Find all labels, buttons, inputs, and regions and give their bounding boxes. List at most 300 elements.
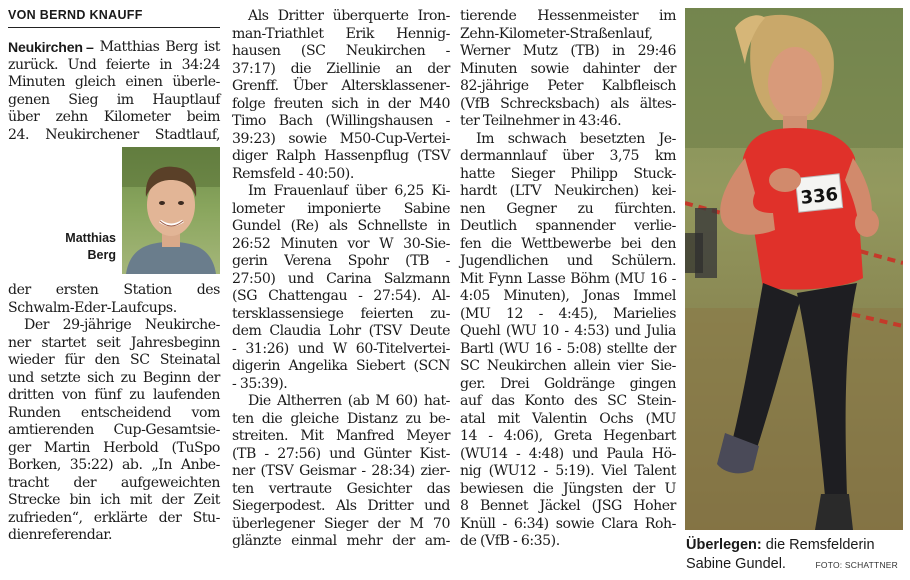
word: fen bbox=[460, 235, 482, 252]
word: Clara bbox=[601, 515, 638, 532]
word: Ralph bbox=[275, 148, 316, 164]
word: Siebert bbox=[355, 358, 406, 374]
word: U bbox=[664, 480, 676, 497]
word: Gesichter bbox=[346, 480, 412, 497]
word: bei bbox=[620, 235, 642, 252]
word: - bbox=[543, 463, 548, 479]
word: Paula bbox=[606, 445, 644, 462]
word: (MU bbox=[614, 270, 645, 287]
word: mehr bbox=[346, 533, 383, 549]
word: Runden bbox=[8, 404, 61, 421]
word: digerin bbox=[232, 358, 281, 374]
word: Gegner bbox=[506, 200, 557, 217]
word: SC bbox=[460, 358, 480, 374]
word: Günter bbox=[363, 445, 411, 462]
word: W bbox=[379, 235, 394, 252]
word: de bbox=[460, 533, 477, 549]
text-line bbox=[232, 481, 450, 499]
word: Mit bbox=[300, 428, 324, 444]
text-line bbox=[232, 411, 450, 429]
text-line bbox=[232, 446, 450, 464]
word: im bbox=[116, 91, 134, 108]
text-line bbox=[232, 533, 450, 551]
word: Beginn bbox=[142, 369, 191, 386]
word: M bbox=[375, 393, 390, 409]
word: überle- bbox=[172, 74, 220, 90]
word: mit bbox=[497, 410, 520, 427]
byline: VON BERND KNAUFF bbox=[8, 8, 143, 22]
text-line bbox=[232, 376, 450, 394]
word: aufgeweichten bbox=[120, 474, 220, 491]
word: Claudia bbox=[269, 323, 321, 339]
word: ner bbox=[8, 334, 31, 351]
word: Konto bbox=[524, 393, 565, 409]
text-line bbox=[232, 358, 450, 376]
text-line bbox=[460, 306, 676, 324]
word: SC bbox=[129, 352, 150, 368]
word: mit bbox=[129, 492, 152, 508]
word: Sabine bbox=[403, 200, 450, 217]
text-line bbox=[232, 166, 450, 184]
word: Roh- bbox=[644, 515, 676, 532]
word: Hoher bbox=[633, 498, 676, 514]
word: - bbox=[538, 305, 543, 322]
word: die bbox=[290, 60, 312, 77]
word: Minuten bbox=[280, 235, 338, 252]
text-line bbox=[8, 527, 220, 545]
word: der bbox=[653, 60, 676, 77]
word: - bbox=[232, 340, 237, 357]
word: das bbox=[491, 393, 515, 409]
text-line bbox=[8, 387, 220, 405]
text-line bbox=[460, 166, 676, 184]
word: genen bbox=[8, 91, 50, 108]
word: streiten. bbox=[232, 428, 288, 444]
text-line bbox=[8, 300, 220, 318]
word: stellte bbox=[606, 340, 648, 357]
text-line bbox=[232, 201, 450, 219]
text-line bbox=[232, 323, 450, 341]
word: (WU12 bbox=[488, 463, 537, 479]
word: und bbox=[297, 340, 324, 357]
text-line bbox=[460, 131, 676, 149]
word: Sieger bbox=[324, 515, 368, 532]
byline-divider bbox=[8, 27, 220, 28]
word: vor bbox=[347, 235, 370, 252]
word: Station bbox=[123, 282, 172, 298]
word: (WU bbox=[505, 323, 537, 339]
text-line bbox=[232, 463, 450, 481]
word: Ki- bbox=[431, 183, 450, 199]
word: ist bbox=[203, 39, 220, 55]
word: (Re) bbox=[290, 218, 319, 234]
word: der bbox=[377, 515, 401, 532]
word: Neukirche- bbox=[144, 317, 220, 333]
word: Schülern. bbox=[611, 253, 676, 269]
word: 29:46 bbox=[637, 43, 676, 59]
word: gleich bbox=[74, 74, 116, 90]
text-line bbox=[460, 96, 676, 114]
word: (LTV bbox=[509, 183, 542, 199]
word: Remsfeld bbox=[232, 165, 296, 182]
word: 4:48) bbox=[528, 445, 564, 462]
text-line bbox=[232, 113, 450, 131]
column-1 bbox=[8, 0, 220, 545]
portrait-caption-last-name: Berg bbox=[87, 248, 116, 262]
word: Frauenlauf bbox=[273, 183, 348, 199]
word: Wettbewerbe bbox=[521, 235, 612, 252]
word: (ab bbox=[347, 393, 370, 409]
word: in bbox=[559, 113, 576, 129]
caption-text: die Remsfelderin bbox=[761, 537, 875, 553]
word: (JSG bbox=[591, 498, 622, 514]
word: Hö- bbox=[651, 445, 676, 462]
word: 24. bbox=[8, 126, 30, 143]
word: Mit bbox=[460, 270, 484, 287]
word: Ziellinie bbox=[326, 60, 381, 77]
word: Hessenmeister bbox=[537, 8, 639, 24]
word: be- bbox=[429, 410, 450, 427]
word: Bartl bbox=[460, 340, 494, 357]
word: 16 bbox=[649, 270, 667, 287]
word: Talent bbox=[634, 463, 676, 479]
word: (Willingshausen bbox=[325, 113, 433, 129]
word: Minuten bbox=[8, 74, 66, 90]
word: hausen bbox=[232, 43, 281, 59]
word: Der bbox=[24, 317, 50, 333]
word: - bbox=[295, 165, 303, 182]
text-line bbox=[232, 516, 450, 534]
word: schwach bbox=[507, 130, 567, 147]
text-line bbox=[232, 271, 450, 289]
word: Im bbox=[248, 183, 267, 199]
word: sowie bbox=[555, 515, 595, 532]
word: Schwalm-Eder-Laufcups. bbox=[8, 299, 177, 316]
word: bewiesen bbox=[460, 480, 524, 497]
word: Die bbox=[248, 393, 271, 409]
word: SC bbox=[607, 393, 627, 409]
word: Neukirchen) bbox=[554, 183, 639, 199]
word: Siegerpodest. bbox=[232, 498, 325, 514]
text-line bbox=[460, 498, 676, 516]
word: (TB bbox=[232, 445, 256, 462]
word: Distanz bbox=[347, 410, 398, 427]
word: 12 bbox=[506, 305, 524, 322]
text-line bbox=[460, 463, 676, 481]
word: 4:45), bbox=[558, 305, 598, 322]
word: Je- bbox=[658, 130, 676, 147]
word: 82-jährige bbox=[460, 78, 529, 94]
word: Dritter bbox=[367, 498, 414, 514]
word: fürchten. bbox=[614, 200, 676, 217]
word: lometer bbox=[232, 200, 285, 217]
word: 29-jährige bbox=[62, 317, 132, 333]
word: gingen bbox=[629, 375, 676, 392]
word: (SC bbox=[300, 43, 326, 59]
word: (TSV bbox=[368, 323, 402, 339]
word: 70 bbox=[432, 515, 450, 532]
runner-photo bbox=[685, 8, 903, 530]
word: Cup-Gesamtsie- bbox=[113, 422, 220, 438]
text-line bbox=[232, 341, 450, 359]
word: und bbox=[572, 445, 598, 462]
word: startet bbox=[41, 334, 86, 351]
word: beim bbox=[186, 109, 220, 125]
word: Stein- bbox=[636, 393, 676, 409]
word: Timo bbox=[232, 113, 266, 129]
word: ger bbox=[8, 439, 31, 456]
word: kei- bbox=[651, 183, 676, 199]
word: tersklassensiege bbox=[232, 305, 344, 322]
word: Martin bbox=[43, 439, 90, 456]
word: 6,25 bbox=[394, 183, 424, 199]
text-line bbox=[460, 533, 676, 551]
word: entscheidend bbox=[80, 404, 172, 421]
word: ersten bbox=[55, 282, 99, 298]
text-line bbox=[8, 440, 220, 458]
text-line bbox=[232, 78, 450, 96]
word: Minuten bbox=[460, 60, 518, 77]
word: Herbold bbox=[103, 439, 159, 456]
word: hatte bbox=[460, 165, 495, 182]
word: Kist- bbox=[419, 445, 450, 462]
word: Schrecksbach) bbox=[500, 95, 600, 112]
word: Quehl bbox=[460, 323, 501, 339]
text-line bbox=[460, 43, 676, 61]
word: Sieg bbox=[68, 91, 99, 108]
text-line bbox=[232, 26, 450, 44]
word: Dritter bbox=[277, 8, 324, 24]
word: Knüll bbox=[460, 515, 496, 532]
text-line bbox=[8, 370, 220, 388]
word: hardt bbox=[460, 183, 497, 199]
text-line bbox=[232, 148, 450, 166]
word: und bbox=[614, 323, 641, 339]
word: 4:06), bbox=[503, 428, 543, 444]
word: Bennet bbox=[479, 498, 529, 514]
word: vom bbox=[191, 404, 220, 421]
text-line bbox=[232, 498, 450, 516]
word: - bbox=[556, 340, 562, 357]
word: - bbox=[564, 323, 569, 339]
text-line bbox=[232, 131, 450, 149]
word: gleiche bbox=[290, 410, 339, 427]
word: (VfB bbox=[460, 95, 490, 112]
word: des bbox=[196, 282, 220, 298]
word: tierende bbox=[460, 8, 517, 24]
word: Drei bbox=[500, 375, 530, 392]
word: 10 bbox=[541, 323, 559, 339]
word: und bbox=[424, 498, 450, 514]
word: der bbox=[653, 340, 676, 357]
word: der bbox=[632, 480, 655, 497]
word: Anbe- bbox=[180, 457, 220, 473]
word: Strecke bbox=[8, 492, 61, 508]
column-3 bbox=[460, 8, 676, 551]
word: als bbox=[610, 95, 630, 112]
word: 27:56) bbox=[277, 445, 321, 462]
word: 4:05 bbox=[460, 288, 490, 304]
word: sowie bbox=[288, 130, 327, 147]
word: wieder bbox=[8, 352, 55, 368]
word: nig bbox=[460, 463, 482, 479]
word: imponierte bbox=[307, 200, 381, 217]
word: ab. bbox=[121, 457, 143, 473]
text-line bbox=[8, 335, 220, 353]
text-line bbox=[232, 218, 450, 236]
word: (WU bbox=[498, 340, 530, 357]
word: Angelika bbox=[288, 358, 348, 374]
word: zufrieden“, bbox=[8, 509, 83, 526]
word: W bbox=[332, 340, 347, 357]
word: ten bbox=[232, 480, 254, 497]
word: Kalbfleisch bbox=[601, 78, 676, 94]
word: 28:34) bbox=[371, 463, 415, 479]
word: Julia bbox=[646, 323, 676, 339]
caption-bold-lead: Überlegen: bbox=[686, 537, 762, 553]
text-line bbox=[232, 428, 450, 446]
text-line bbox=[8, 282, 220, 300]
text-line bbox=[460, 253, 676, 271]
text-line bbox=[232, 96, 450, 114]
word: M bbox=[409, 515, 424, 532]
word: Deute bbox=[409, 323, 450, 339]
lead-paragraph bbox=[8, 39, 220, 144]
word: 34:24 bbox=[181, 56, 220, 73]
word: feierten bbox=[360, 305, 414, 322]
word: nen bbox=[460, 200, 486, 217]
text-line bbox=[8, 405, 220, 423]
text-line bbox=[460, 26, 676, 44]
word: und bbox=[8, 369, 34, 386]
word: tracht bbox=[8, 474, 49, 491]
word: in bbox=[366, 95, 380, 112]
word: Lasse bbox=[527, 270, 566, 287]
word: 4:53) bbox=[574, 323, 610, 339]
word: sowie bbox=[530, 60, 569, 77]
word: 5:19). bbox=[555, 463, 595, 479]
word: zu- bbox=[430, 305, 450, 322]
word: den bbox=[650, 235, 676, 252]
word: Hauptlauf bbox=[152, 91, 220, 108]
text-line bbox=[460, 376, 676, 394]
text-line bbox=[460, 411, 676, 429]
word: vertraute bbox=[268, 480, 332, 497]
text-line bbox=[460, 218, 676, 236]
photo-credit: FOTO: SCHATTNER bbox=[815, 560, 898, 570]
word: Als bbox=[335, 498, 357, 514]
word: die bbox=[490, 235, 512, 252]
word: amtierenden bbox=[8, 422, 94, 438]
word: - bbox=[509, 533, 518, 549]
word: des bbox=[574, 393, 598, 409]
word: Schnellste bbox=[357, 218, 428, 234]
word: 60-Titelvertei- bbox=[355, 340, 450, 357]
word: Hennig- bbox=[396, 25, 450, 42]
word: am- bbox=[424, 533, 450, 549]
text-line bbox=[460, 183, 676, 201]
text-line bbox=[232, 183, 450, 201]
word: Jonas bbox=[582, 288, 620, 304]
word: verlie- bbox=[633, 218, 676, 234]
text-line bbox=[8, 74, 220, 92]
text-line bbox=[232, 61, 450, 79]
word: Altersklassener- bbox=[341, 78, 450, 94]
word: Jüngsten bbox=[563, 480, 623, 497]
word: Ochs bbox=[599, 410, 634, 427]
word: Geismar bbox=[299, 463, 356, 479]
word: 16 bbox=[534, 340, 552, 357]
word: - bbox=[488, 428, 493, 444]
word: zu bbox=[577, 200, 594, 217]
word: Über bbox=[292, 78, 328, 94]
word: ner bbox=[232, 463, 255, 479]
text-line bbox=[460, 323, 676, 341]
word: ältes- bbox=[639, 95, 676, 112]
word: (TSV bbox=[417, 148, 450, 164]
text-line bbox=[8, 422, 220, 440]
word: (TB bbox=[405, 253, 430, 269]
text-line bbox=[232, 288, 450, 306]
text-line bbox=[8, 457, 220, 475]
word: Stadtlauf, bbox=[154, 126, 220, 143]
word: zu bbox=[120, 369, 137, 386]
text-line bbox=[460, 271, 676, 289]
word: Bach bbox=[278, 113, 313, 129]
word: Altherren bbox=[276, 393, 342, 409]
word: (TSV bbox=[260, 463, 294, 479]
word: Gundel bbox=[232, 218, 281, 234]
word: km bbox=[654, 148, 676, 164]
word: 6:35). bbox=[517, 533, 560, 549]
word: Lohr bbox=[328, 323, 361, 339]
word: Verena bbox=[284, 253, 332, 269]
word: Werner bbox=[460, 43, 510, 59]
word: ger. bbox=[460, 375, 486, 392]
text-line bbox=[460, 446, 676, 464]
word: feierte bbox=[105, 56, 150, 73]
text-line bbox=[8, 475, 220, 493]
word: 37:17) bbox=[232, 60, 276, 77]
word: freuten bbox=[273, 95, 324, 112]
word: der bbox=[427, 60, 450, 77]
word: ich bbox=[100, 492, 121, 508]
word: als bbox=[328, 218, 348, 234]
text-line bbox=[460, 481, 676, 499]
word: Goldränge bbox=[543, 375, 615, 392]
word: hat- bbox=[423, 393, 450, 409]
word: die bbox=[261, 410, 283, 427]
word: - bbox=[445, 113, 450, 129]
word: Zehn-Kilometer-Straßenlauf, bbox=[460, 25, 653, 42]
text-line bbox=[460, 8, 676, 26]
text-line bbox=[232, 393, 450, 411]
word: ter bbox=[460, 113, 480, 129]
word: Minuten), bbox=[503, 288, 570, 304]
word: Borken, bbox=[8, 457, 61, 473]
word: Carina bbox=[326, 270, 372, 287]
word: dermannlauf bbox=[460, 148, 547, 164]
portrait-caption bbox=[65, 230, 116, 264]
text-line bbox=[232, 236, 450, 254]
word: die bbox=[532, 480, 554, 497]
word: Valentin bbox=[532, 410, 587, 427]
word: ten bbox=[232, 410, 254, 427]
word: der bbox=[392, 533, 415, 549]
word: 6:34) bbox=[513, 515, 549, 532]
text-line bbox=[8, 127, 220, 145]
word: Erik bbox=[345, 25, 374, 42]
